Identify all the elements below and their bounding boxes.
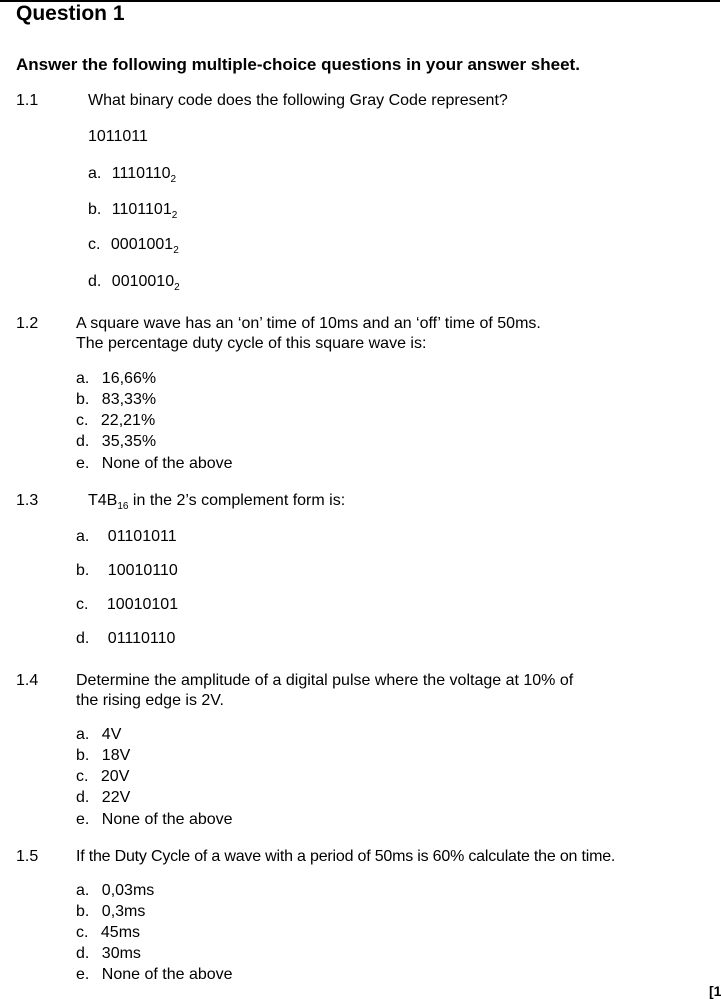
question-number: 1.1 [16,92,39,109]
option-letter: c. [76,768,89,785]
option-letter: b. [76,903,90,920]
option-letter: d. [88,273,102,290]
question-prompt-line2: The percentage duty cycle of this square wave is: [76,335,427,352]
option-letter: d. [76,945,90,962]
option-value: 22V [101,789,131,806]
option-item [88,201,177,221]
option-letter: e. [76,455,90,472]
option-letter: b. [76,562,90,579]
option-letter: c. [76,596,89,613]
question-prompt-rest: in the 2’s complement form is: [128,492,346,509]
option-value: 0010010 [111,273,175,290]
option-value: 0001001 [110,236,174,253]
option-item [76,924,140,942]
hex-value: T4B [88,492,118,509]
option-value: 16,66% [101,370,157,387]
option-value: 0,3ms [101,903,146,920]
option-value: 10010101 [106,596,179,613]
option-letter: b. [76,391,90,408]
option-value: 10010110 [107,562,178,579]
instruction-text: Answer the following multiple-choice questions in your answer sheet. [16,55,580,74]
option-letter: c. [88,236,101,253]
option-item [76,726,121,744]
option-item [76,789,130,807]
option-base-subscript: 2 [174,282,180,294]
question-number: 1.5 [16,848,39,865]
option-value: 01110110 [107,630,176,647]
page-title: Question 1 [16,2,125,25]
option-letter: e. [76,811,90,828]
option-item [76,811,233,829]
question-prompt: If the Duty Cycle of a wave with a period of 50ms is 60% calculate the on time. [76,848,616,865]
option-item [76,966,233,984]
question-prompt: What binary code does the following Gray Code represent? [88,92,508,109]
title-divider [140,0,720,1]
option-value: 35,35% [101,433,157,450]
marks-indicator: [1 [709,983,721,999]
option-letter: a. [76,528,90,545]
option-item [88,236,179,256]
option-letter: a. [76,882,90,899]
option-value: 45ms [100,924,141,941]
question-prompt-line1: A square wave has an ‘on’ time of 10ms and an ‘off’ time of 50ms. [76,315,541,332]
option-item [76,903,145,921]
option-item [76,747,130,765]
option-item [76,768,129,786]
option-value: 30ms [101,945,141,962]
option-letter: a. [88,165,102,182]
option-item [76,562,178,580]
option-letter: e. [76,966,90,983]
option-item [76,391,156,409]
option-value: 83,33% [101,391,157,408]
option-base-subscript: 2 [170,174,177,186]
option-item [76,455,233,473]
option-value: 18V [101,747,131,764]
option-letter: d. [76,789,90,806]
option-letter: b. [76,747,90,764]
option-value: 0,03ms [101,882,155,899]
option-letter: d. [76,630,90,647]
option-value: None of the above [101,966,233,983]
option-letter: b. [88,201,102,218]
option-item [76,412,155,430]
hex-base-subscript: 16 [117,501,129,513]
option-item [76,596,178,614]
option-value: None of the above [101,455,233,472]
question-prompt-line2: the rising edge is 2V. [76,692,224,709]
option-value: 22,21% [100,412,156,429]
question-number: 1.3 [16,492,39,509]
option-letter: a. [76,726,90,743]
question-number: 1.4 [16,672,39,689]
option-value: 20V [100,768,130,785]
option-letter: d. [76,433,90,450]
option-base-subscript: 2 [173,245,179,257]
option-item [76,945,141,963]
option-value: 01101011 [107,528,177,545]
option-item [88,273,180,293]
option-item [76,882,154,900]
option-item [76,370,156,388]
option-item [76,528,177,546]
option-value: 1101101 [111,201,172,218]
gray-code-value: 1011011 [88,128,148,145]
option-item [76,630,175,648]
option-letter: c. [76,412,89,429]
question-prompt [88,492,345,512]
question-prompt-line1: Determine the amplitude of a digital pulse where the voltage at 10% of [76,672,574,689]
option-letter: a. [76,370,90,387]
option-value: 1110110 [111,165,171,182]
option-item [76,433,156,451]
option-base-subscript: 2 [171,210,178,222]
question-number: 1.2 [16,315,39,332]
option-letter: c. [76,924,89,941]
option-item [88,165,176,185]
option-value: None of the above [101,811,233,828]
option-value: 4V [101,726,122,743]
